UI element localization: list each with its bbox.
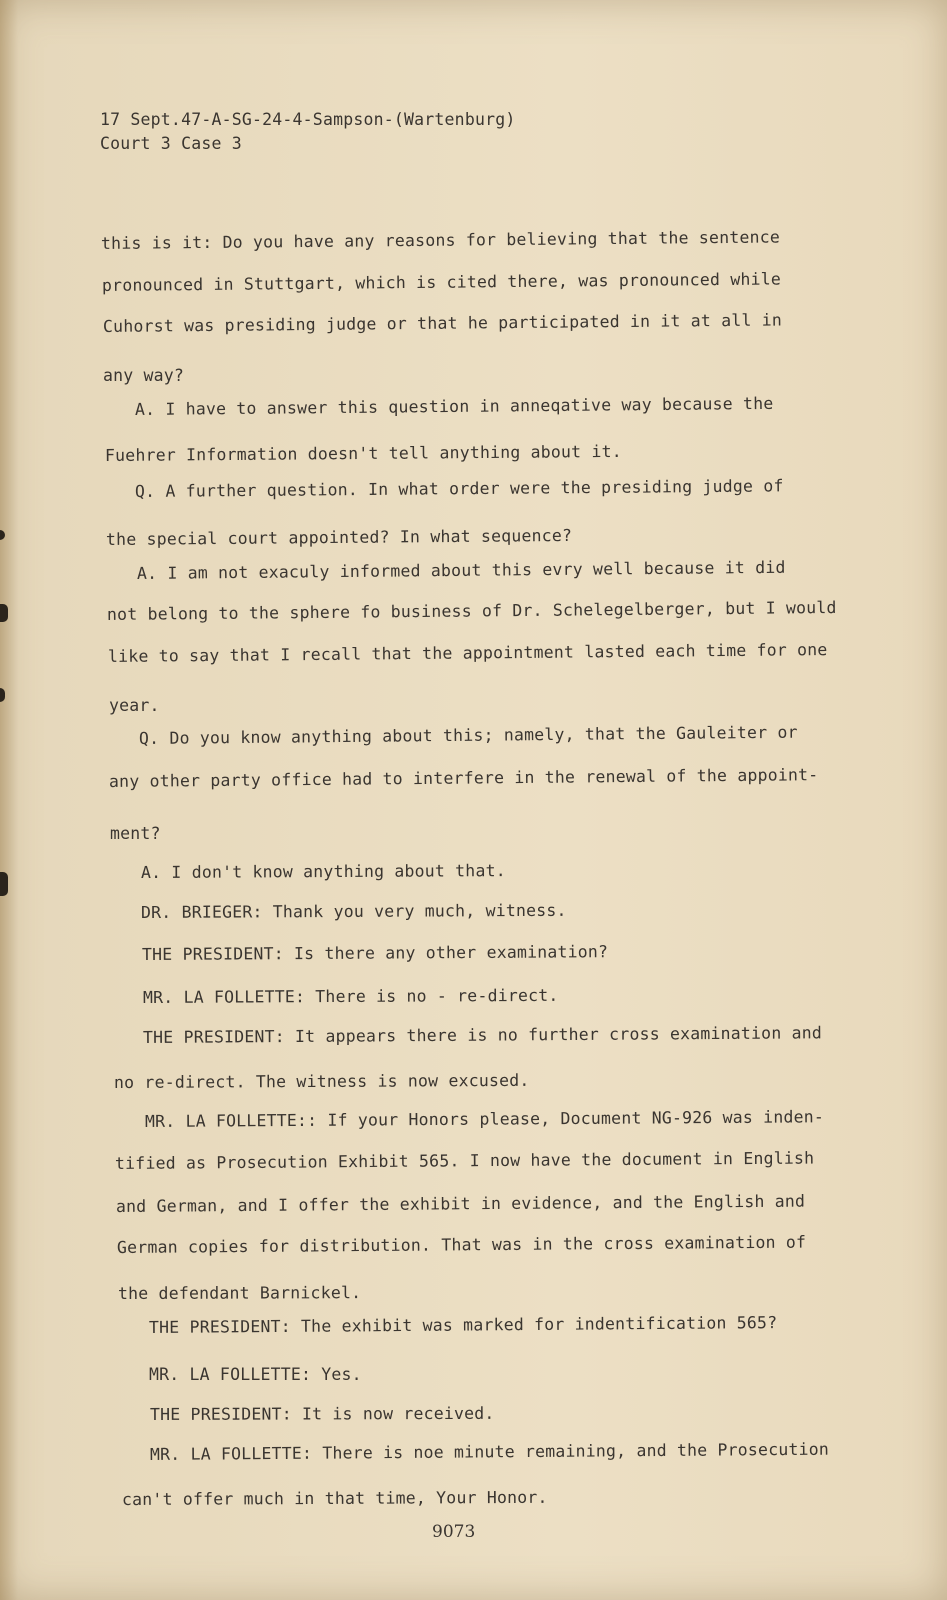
page-number: 9073 (432, 1522, 476, 1542)
transcript-line: any other party office had to interfere in the renewal of the appoint- (108, 765, 819, 791)
binding-mark (0, 604, 8, 622)
transcript-line: can't offer much in that time, Your Honor. (121, 1487, 548, 1509)
transcript-line: THE PRESIDENT: Is there any other examination? (141, 942, 609, 964)
binding-mark (0, 688, 5, 702)
transcript-line: ment? (110, 824, 161, 843)
transcript-line: Q. A further question. In what order were the presiding judge of (134, 476, 784, 501)
header-court: Court 3 Case 3 (100, 134, 242, 153)
transcript-line: THE PRESIDENT: The exhibit was marked for indentification 565? (148, 1313, 778, 1337)
transcript-line: any way? (103, 366, 185, 385)
transcript-line: pronounced in Stuttgart, which is cited there, was pronounced while (101, 269, 782, 295)
transcript-line: not belong to the sphere fo business of Dr. Schelegelberger, but I would (106, 597, 837, 624)
transcript-line: MR. LA FOLLETTE: Yes. (149, 1365, 362, 1384)
transcript-line: the defendant Barnickel. (117, 1283, 362, 1303)
transcript-line: THE PRESIDENT: It is now received. (149, 1403, 495, 1424)
transcript-line: DR. BRIEGER: Thank you very much, witness. (140, 900, 567, 922)
transcript-line: year. (109, 696, 160, 715)
transcript-line: THE PRESIDENT: It appears there is no further cross examination and (142, 1023, 823, 1047)
transcript-line: like to say that I recall that the appointment lasted each time for one (107, 640, 828, 666)
transcript-line: Cuhorst was presiding judge or that he participated in it at all in (102, 310, 783, 336)
transcript-line: no re-direct. The witness is now excused. (113, 1070, 530, 1092)
binding-mark (0, 872, 8, 896)
transcript-line: Q. Do you know anything about this; namely, that the Gauleiter or (138, 722, 798, 748)
transcript-line: MR. LA FOLLETTE: There is noe minute remaining, and the Prosecution (149, 1439, 830, 1464)
transcript-line: and German, and I offer the exhibit in evidence, and the English and (115, 1191, 806, 1216)
transcript-line: the special court appointed? In what sequence? (105, 525, 573, 549)
transcript-line: A. I am not exaculy informed about this evry well because it did (136, 557, 786, 583)
transcript-line: MR. LA FOLLETTE:: If your Honors please, Document NG-926 was inden- (144, 1107, 825, 1131)
transcript-line: this is it: Do you have any reasons for believing that the sentence (100, 227, 781, 253)
transcript-line: Fuehrer Information doesn't tell anything about it. (104, 441, 622, 465)
transcript-line: tified as Prosecution Exhibit 565. I now have the document in English (114, 1148, 815, 1173)
transcript-line: German copies for distribution. That was in the cross examination of (116, 1232, 807, 1257)
binding-mark (0, 530, 5, 540)
transcript-line: A. I don't know anything about that. (140, 861, 506, 882)
transcript-line: MR. LA FOLLETTE: There is no - re-direct. (142, 985, 559, 1007)
header-reference: 17 Sept.47-A-SG-24-4-Sampson-(Wartenburg) (100, 110, 516, 129)
transcript-line: A. I have to answer this question in anneqative way because the (134, 393, 774, 419)
